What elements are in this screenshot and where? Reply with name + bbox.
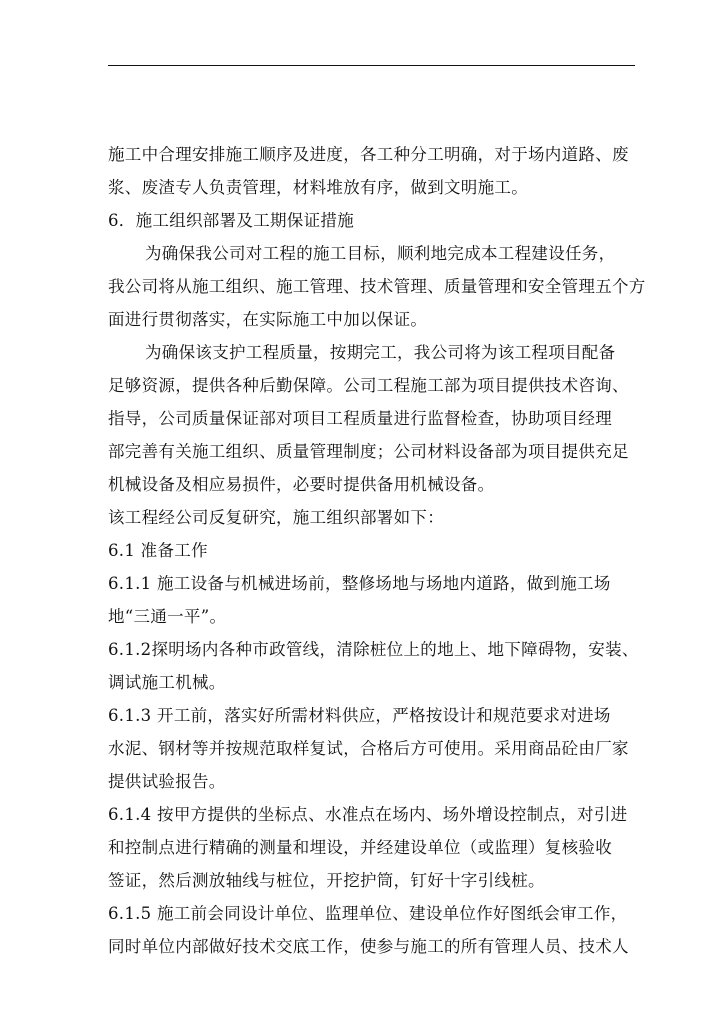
text-line: 地“三通一平”。 bbox=[108, 607, 227, 626]
text-line: 指导，公司质量保证部对项目工程质量进行监督检查，协助项目经理 bbox=[108, 409, 612, 428]
text-line: 水泥、钢材等并按规范取样复试，合格后方可使用。采用商品砼由厂家 bbox=[108, 739, 629, 758]
text-line: 6.1.3 开工前，落实好所需材料供应，严格按设计和规范要求对进场 bbox=[108, 706, 611, 725]
text-line: 为确保该支护工程质量，按期完工，我公司将为该工程项目配备 bbox=[145, 343, 616, 362]
text-line: 面进行贯彻落实，在实际施工中加以保证。 bbox=[108, 310, 428, 329]
text-line: 签证，然后测放轴线与桩位，开挖护筒，钉好十字引线桩。 bbox=[108, 871, 545, 890]
text-line: 施工中合理安排施工顺序及进度，各工种分工明确，对于场内道路、废 bbox=[108, 145, 629, 164]
text-line: 浆、废渣专人负责管理，材料堆放有序，做到文明施工。 bbox=[108, 178, 528, 197]
text-line: 6.1.5 施工前会同设计单位、监理单位、建设单位作好图纸会审工作， bbox=[108, 904, 628, 923]
text-line: 部完善有关施工组织、质量管理制度；公司材料设备部为项目提供充足 bbox=[108, 442, 629, 461]
text-line: 机械设备及相应易损件，必要时提供备用机械设备。 bbox=[108, 475, 495, 494]
text-line: 提供试验报告。 bbox=[108, 772, 226, 791]
text-line: 同时单位内部做好技术交底工作，使参与施工的所有管理人员、技术人 bbox=[108, 937, 629, 956]
text-line: 我公司将从施工组织、施工管理、技术管理、质量管理和安全管理五个方 bbox=[108, 277, 646, 296]
text-line: 为确保我公司对工程的施工目标，顺利地完成本工程建设任务， bbox=[145, 244, 616, 263]
text-line: 6.1.2探明场内各种市政管线，清除桩位上的地上、地下障碍物，安装、 bbox=[108, 640, 639, 659]
text-line: 足够资源，提供各种后勤保障。公司工程施工部为项目提供技术咨询、 bbox=[108, 376, 629, 395]
text-line: 6．施工组织部署及工期保证措施 bbox=[108, 211, 354, 230]
header-rule bbox=[108, 65, 635, 66]
document-body bbox=[108, 138, 646, 963]
text-line: 6.1.1 施工设备与机械进场前，整修场地与场地内道路，做到施工场 bbox=[108, 574, 611, 593]
text-line: 6.1 准备工作 bbox=[108, 541, 208, 560]
text-line: 和控制点进行精确的测量和埋设，并经建设单位（或监理）复核验收 bbox=[108, 838, 612, 857]
text-line: 该工程经公司反复研究，施工组织部署如下： bbox=[108, 508, 444, 527]
text-line: 6.1.4 按甲方提供的坐标点、水准点在场内、场外增设控制点，对引进 bbox=[108, 805, 628, 824]
text-line: 调试施工机械。 bbox=[108, 673, 226, 692]
